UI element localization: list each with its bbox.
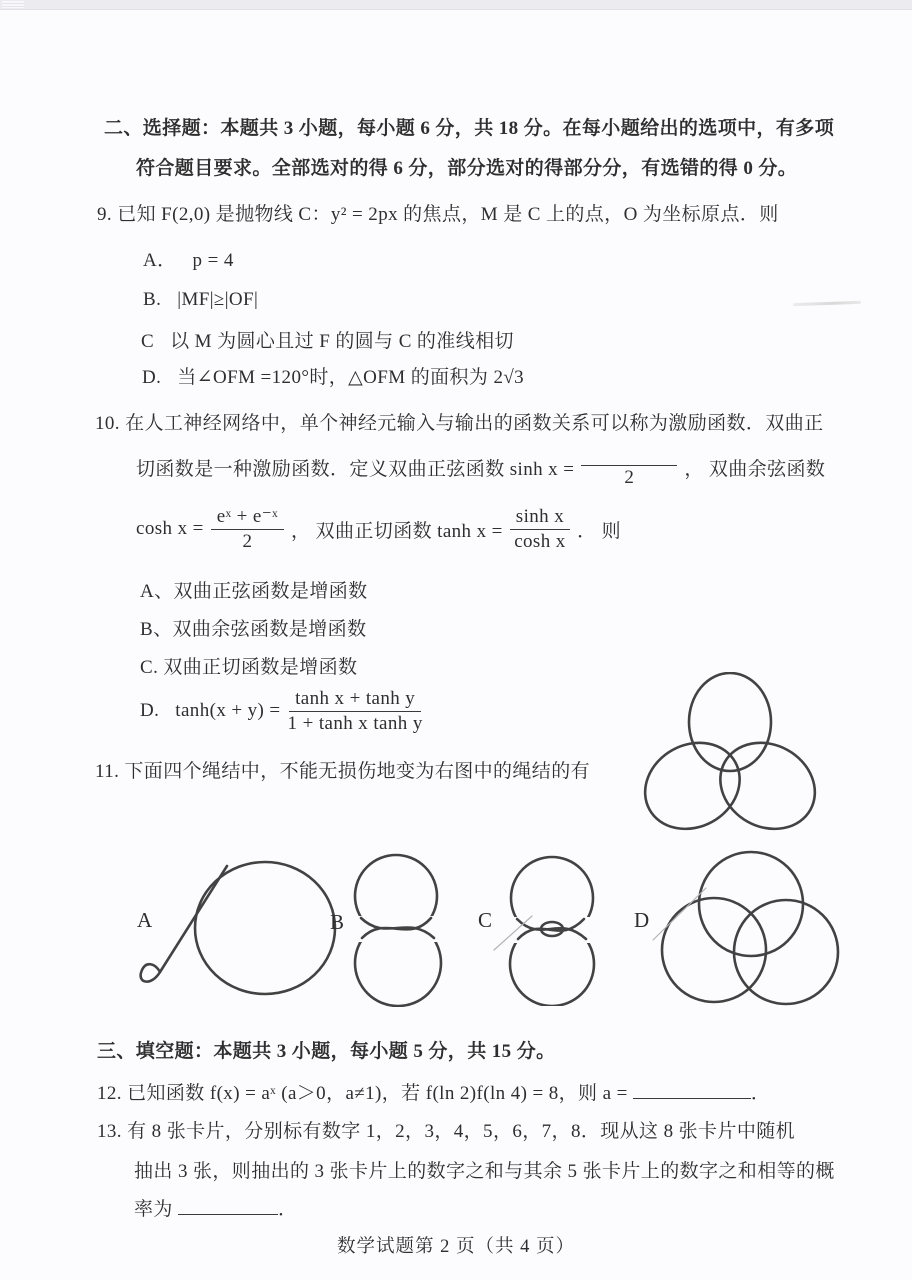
knot-c-label: C [478, 908, 493, 932]
q9-option-c-label: C [141, 331, 155, 352]
q9-option-a-label: A． [143, 250, 177, 271]
section3-header: 三、填空题：本题共 3 小题，每小题 5 分，共 15 分。 [97, 1041, 556, 1062]
q10-line3-text-after: ． 则 [577, 520, 622, 542]
q10-option-d-fraction [288, 688, 423, 735]
scan-top-edge [0, 0, 912, 10]
q13-line3-period: ． [277, 1199, 298, 1220]
q10-sinh-fraction-denominator: 2 [624, 467, 635, 488]
q10-option-c: C. 双曲正切函数是增函数 [140, 657, 358, 678]
scan-corner-artifact [2, 1, 24, 8]
exam-page [0, 10, 912, 1280]
page-footer: 数学试题第 2 页（共 4 页） [336, 1237, 575, 1257]
knot-c-figure [492, 854, 612, 1006]
q10-cosh-fraction-numerator: eˣ + e⁻ˣ [211, 506, 284, 530]
knot-b-figure [338, 852, 453, 1007]
q10-stem-line2 [136, 446, 825, 489]
q9-option-c-text: 以 M 为圆心且过 F 的圆与 C 的准线相切 [170, 331, 514, 352]
q12-answer-blank [633, 1079, 751, 1099]
q9-option-b-label: B. [143, 289, 162, 310]
section2-header-line1: 二、选择题：本题共 3 小题，每小题 6 分，共 18 分。在每小题给出的选项中，有多项 [104, 118, 835, 139]
q13-line2: 抽出 3 张，则抽出的 3 张卡片上的数字之和与其余 5 张卡片上的数字之和相等的概 [134, 1161, 835, 1182]
q9-option-c [141, 326, 514, 353]
q13-line3-text: 率为 [134, 1199, 173, 1220]
q11-stem: 11. 下面四个绳结中，不能无损伤地变为右图中的绳结的有 [95, 761, 590, 782]
trefoil-knot-figure [628, 672, 833, 850]
q10-sinh-fraction [581, 446, 677, 489]
q12-stem-period: ． [750, 1083, 771, 1104]
q9-option-a-text: p = 4 [192, 250, 234, 271]
q10-stem-line1: 10. 在人工神经网络中，单个神经元输入与输出的函数关系可以称为激励函数．双曲正 [95, 413, 824, 434]
q9-option-d-label: D. [142, 367, 162, 388]
knot-a-label: A [137, 908, 153, 932]
q9-option-d [142, 362, 524, 389]
q10-tanh-fraction-denominator: cosh x [514, 530, 566, 552]
q10-option-a: A、双曲正弦函数是增函数 [140, 581, 368, 602]
q10-option-d-lhs: tanh(x + y) = [175, 700, 281, 722]
q10-tanh-fraction [510, 506, 570, 553]
q10-sinh-fraction-numerator [581, 446, 677, 466]
q10-cosh-fraction-denominator: 2 [242, 530, 253, 552]
q13-answer-blank [178, 1195, 278, 1215]
q10-option-d-label: D. [140, 700, 160, 722]
q10-cosh-label: cosh x = [136, 518, 204, 540]
knot-d-figure [648, 850, 843, 1008]
section2-header-line2: 符合题目要求。全部选对的得 6 分，部分选对的得部分分，有选错的得 0 分。 [136, 158, 798, 179]
q9-option-b [143, 289, 258, 311]
knot-b-label: B [330, 910, 345, 934]
q10-line3-mid-text: ， 双曲正切函数 tanh x = [291, 520, 503, 542]
q10-option-d [140, 688, 430, 735]
scan-smudge-artifact [793, 301, 861, 306]
q10-line2-text: 切函数是一种激励函数．定义双曲正弦函数 sinh x = [136, 458, 575, 480]
q10-tanh-fraction-numerator: sinh x [510, 506, 570, 530]
q12-stem-text: 12. 已知函数 f(x) = aˣ (a＞0，a≠1)，若 f(ln 2)f(ln 4) = 8，则 a = [97, 1083, 628, 1104]
q13-line3 [134, 1194, 297, 1221]
q10-line2-text-after: ， 双曲余弦函数 [684, 458, 826, 480]
q10-option-b: B、双曲余弦函数是增函数 [140, 619, 367, 640]
q10-option-d-fraction-denominator: 1 + tanh x tanh y [287, 712, 423, 734]
q13-line1: 13. 有 8 张卡片，分别标有数字 1，2，3，4，5，6，7，8．现从这 8 张卡片中随机 [97, 1121, 796, 1142]
q9-option-b-text: |MF|≥|OF| [177, 289, 259, 310]
q9-option-a [143, 245, 234, 272]
q10-cosh-fraction [211, 506, 284, 553]
q10-option-d-fraction-numerator: tanh x + tanh y [289, 688, 421, 712]
q9-stem: 9. 已知 F(2,0) 是抛物线 C：y² = 2px 的焦点，M 是 C 上的点，O 为坐标原点．则 [97, 204, 779, 225]
q12-stem [97, 1078, 770, 1105]
q9-option-d-text: 当∠OFM =120°时，△OFM 的面积为 2√3 [177, 367, 525, 388]
knot-d-label: D [634, 908, 650, 932]
q10-stem-line3 [136, 506, 621, 553]
